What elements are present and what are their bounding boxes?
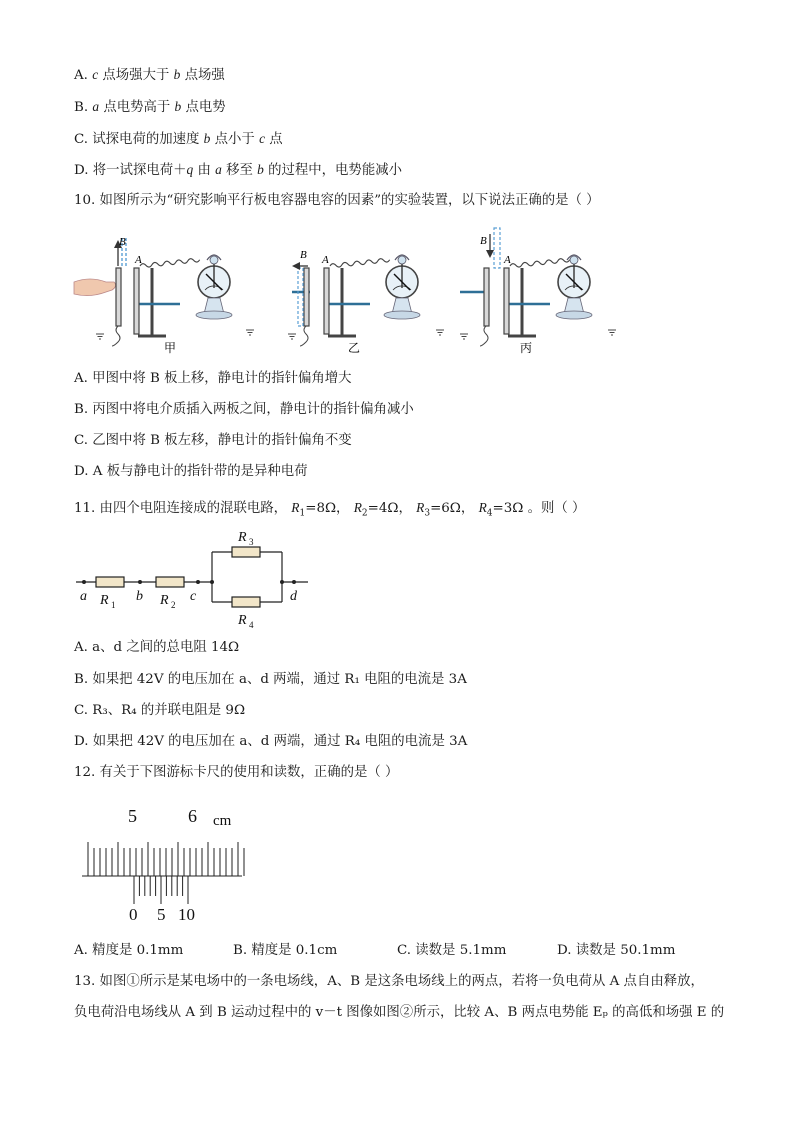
unit-cm: cm bbox=[213, 813, 232, 829]
label-r1: R bbox=[100, 593, 109, 608]
label-a-jia: A bbox=[135, 254, 142, 266]
caption-yi: 乙 bbox=[348, 341, 361, 355]
label-a-bing: A bbox=[504, 254, 511, 266]
q11-option-c: C. R₃、R₄ 的并联电阻是 9Ω bbox=[74, 703, 246, 718]
label-r3: R bbox=[238, 530, 247, 545]
caption-jia: 甲 bbox=[164, 341, 177, 355]
q12-option-a: A. 精度是 0.1mm bbox=[74, 943, 184, 958]
svg-text:3: 3 bbox=[249, 537, 254, 547]
node-a: a bbox=[80, 589, 87, 604]
diagram-yi bbox=[288, 249, 444, 355]
q10-option-d: D. A 板与静电计的指针带的是异种电荷 bbox=[74, 464, 308, 479]
q9-option-a: A. c 点场强大于 b 点场强 bbox=[74, 67, 225, 83]
q9-option-d: D. 将一试探电荷＋q 由 a 移至 b 的过程中，电势能减小 bbox=[74, 162, 402, 178]
q9-option-b: B. a 点电势高于 b 点电势 bbox=[74, 99, 226, 115]
q12-option-b: B. 精度是 0.1cm bbox=[233, 943, 338, 958]
diagram-jia bbox=[74, 236, 254, 355]
q13-line-2: 负电荷沿电场线从 A 到 B 运动过程中的 v－t 图像如图②所示，比较 A、B 两点电势能 Eₚ 的高低和场强 E 的 bbox=[74, 1005, 725, 1020]
q12-option-d: D. 读数是 50.1mm bbox=[557, 943, 676, 958]
vernier-caliper-figure bbox=[82, 798, 252, 926]
main-scale-6: 6 bbox=[188, 806, 197, 826]
svg-text:4: 4 bbox=[249, 620, 254, 630]
svg-text:2: 2 bbox=[171, 600, 176, 610]
q13-line-1: 13. 如图①所示是某电场中的一条电场线，A、B 是这条电场线上的两点，若将一负电荷从 A 点自由释放， bbox=[74, 974, 704, 989]
q12-option-c: C. 读数是 5.1mm bbox=[397, 943, 507, 958]
diagram-bing bbox=[460, 228, 616, 355]
main-scale-5: 5 bbox=[128, 806, 137, 826]
caption-bing: 丙 bbox=[520, 341, 533, 355]
label-b-yi: B bbox=[300, 249, 307, 261]
resistor-r1 bbox=[96, 577, 124, 587]
q9-option-c: C. 试探电荷的加速度 b 点小于 c 点 bbox=[74, 131, 283, 147]
q11-option-b: B. 如果把 42V 的电压加在 a、d 两端，通过 R₁ 电阻的电流是 3A bbox=[74, 672, 467, 687]
resistor-r2 bbox=[156, 577, 184, 587]
q10-option-c: C. 乙图中将 B 板左移，静电计的指针偏角不变 bbox=[74, 433, 352, 448]
resistor-r4 bbox=[232, 597, 260, 607]
label-a-yi: A bbox=[322, 254, 329, 266]
q11-option-d: D. 如果把 42V 的电压加在 a、d 两端，通过 R₄ 电阻的电流是 3A bbox=[74, 734, 468, 749]
vernier-0: 0 bbox=[129, 905, 138, 924]
label-b-jia: B bbox=[119, 236, 126, 248]
label-r2: R bbox=[160, 593, 169, 608]
svg-text:1: 1 bbox=[111, 600, 116, 610]
node-c: c bbox=[190, 589, 197, 604]
label-r4: R bbox=[238, 613, 247, 628]
q10-stem: 10. 如图所示为“研究影响平行板电容器电容的因素”的实验装置，以下说法正确的是（ ） bbox=[74, 193, 600, 208]
q12-stem: 12. 有关于下图游标卡尺的使用和读数，正确的是（ ） bbox=[74, 765, 399, 780]
vernier-5: 5 bbox=[157, 905, 166, 924]
node-b: b bbox=[136, 589, 143, 604]
resistor-r3 bbox=[232, 547, 260, 557]
q10-option-b: B. 丙图中将电介质插入两板之间，静电计的指针偏角减小 bbox=[74, 402, 414, 417]
label-b-bing: B bbox=[480, 235, 487, 247]
q11-option-a: A. a、d 之间的总电阻 14Ω bbox=[74, 640, 240, 655]
vernier-10: 10 bbox=[178, 905, 195, 924]
node-d: d bbox=[290, 589, 297, 604]
circuit-figure bbox=[72, 526, 322, 632]
capacitor-figure bbox=[72, 226, 632, 358]
q10-option-a: A. 甲图中将 B 板上移，静电计的指针偏角增大 bbox=[74, 371, 352, 386]
q11-stem: 11. 由四个电阻连接成的混联电路， $R_1=8\Omega$， $R_2=4\Omega$， $R_3=6\Omega$， $R_4=3\Omega$ 。则（ ） bbox=[74, 500, 586, 519]
